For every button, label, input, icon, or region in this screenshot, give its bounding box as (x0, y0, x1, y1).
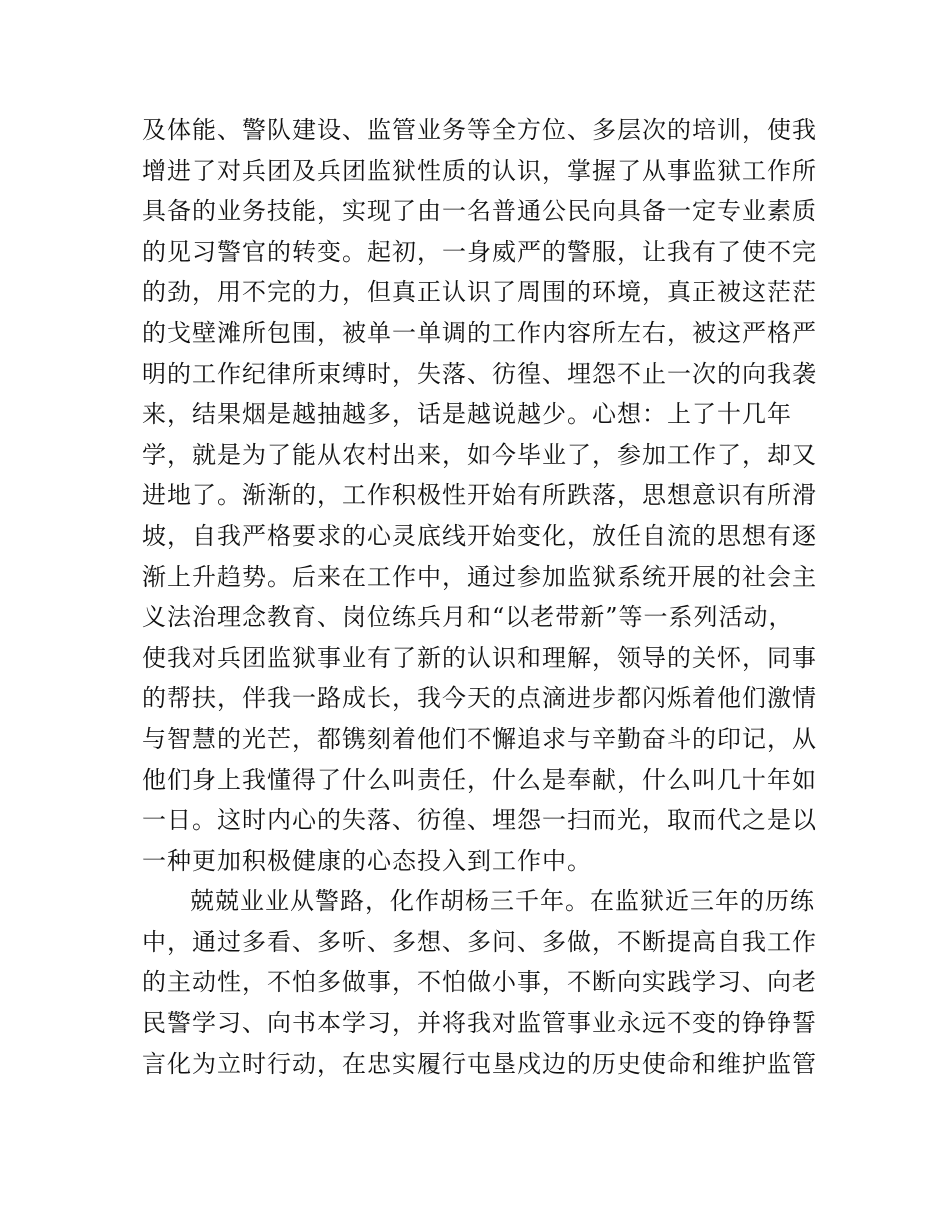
text-line: 使我对兵团监狱事业有了新的认识和理解，领导的关怀，同事 (142, 643, 817, 672)
text-line: 一种更加积极健康的心态投入到工作中。 (142, 846, 592, 875)
text-line: 言化为立时行动，在忠实履行屯垦戍边的历史使命和维护监管 (142, 1049, 817, 1078)
text-line: 他们身上我懂得了什么叫责任，什么是奉献，什么叫几十年如 (142, 765, 817, 794)
paragraph-first-line: 兢兢业业从警路，化作胡杨三千年。在监狱近三年的历练 (190, 887, 815, 916)
text-line: 中，通过多看、多听、多想、多问、多做，不断提高自我工作 (142, 927, 817, 956)
text-line: 学，就是为了能从农村出来，如今毕业了，参加工作了，却又 (142, 440, 817, 469)
text-line: 的劲，用不完的力，但真正认识了周围的环境，真正被这茫茫 (142, 278, 817, 307)
text-line: 明的工作纪律所束缚时，失落、彷徨、埋怨不止一次的向我袭 (142, 359, 817, 388)
text-line: 具备的业务技能，实现了由一名普通公民向具备一定专业素质 (142, 197, 817, 226)
text-line: 义法治理念教育、岗位练兵月和“以老带新”等一系列活动， (142, 603, 794, 632)
text-line: 的戈壁滩所包围，被单一单调的工作内容所左右，被这严格严 (142, 318, 817, 347)
text-line: 的帮扶，伴我一路成长，我今天的点滴进步都闪烁着他们激情 (142, 684, 817, 713)
text-line: 与智慧的光芒，都镌刻着他们不懈追求与辛勤奋斗的印记，从 (142, 724, 817, 753)
text-line: 坡，自我严格要求的心灵底线开始变化，放任自流的思想有逐 (142, 521, 817, 550)
text-line: 民警学习、向书本学习，并将我对监管事业永远不变的铮铮誓 (142, 1009, 817, 1038)
text-line: 增进了对兵团及兵团监狱性质的认识，掌握了从事监狱工作所 (142, 156, 817, 185)
text-line: 渐上升趋势。后来在工作中，通过参加监狱系统开展的社会主 (142, 562, 817, 591)
text-line: 一日。这时内心的失落、彷徨、埋怨一扫而光，取而代之是以 (142, 806, 817, 835)
body-text (142, 110, 822, 1084)
text-line: 的主动性，不怕多做事，不怕做小事，不断向实践学习、向老 (142, 968, 817, 997)
text-line: 的见习警官的转变。起初，一身威严的警服，让我有了使不完 (142, 237, 817, 266)
text-line: 进地了。渐渐的，工作积极性开始有所跌落，思想意识有所滑 (142, 481, 817, 510)
text-line: 及体能、警队建设、监管业务等全方位、多层次的培训，使我 (142, 116, 817, 144)
text-line: 来，结果烟是越抽越多，话是越说越少。心想：上了十几年 (142, 400, 792, 429)
